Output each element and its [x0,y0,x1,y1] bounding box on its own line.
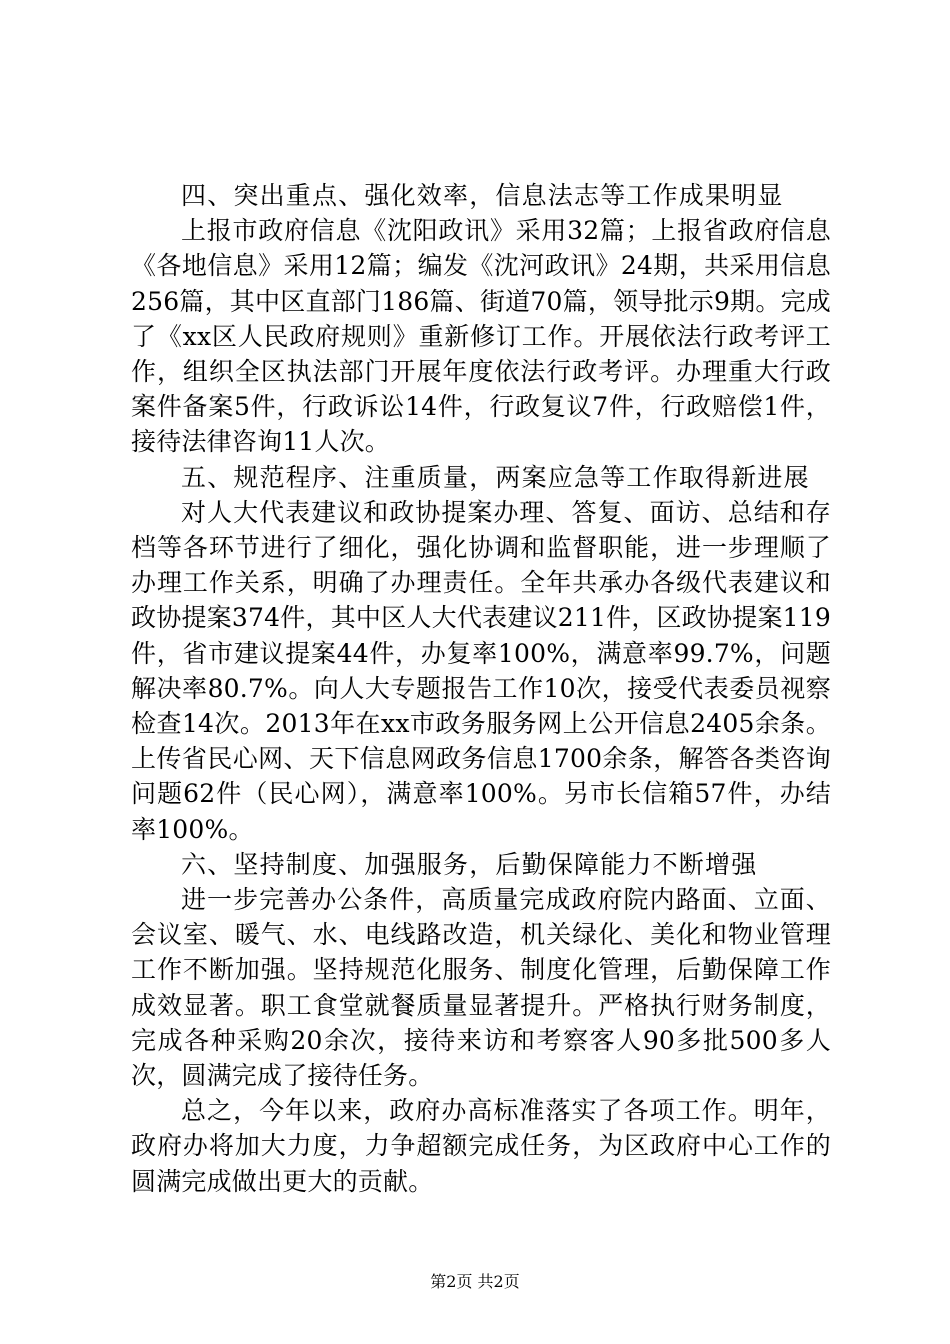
section-6-paragraph: 进一步完善办公条件，高质量完成政府院内路面、立面、会议室、暖气、水、电线路改造，机关绿化、美化和物业管理工作不断加强。坚持规范化服务、制度化管理，后勤保障工作成效显著。职工食堂就餐质量显著提升。严格执行财务制度，完成各种采购20余次，接待来访和考察客人90多批500多人次，圆满完成了接待任务。 [131,885,831,1091]
page-footer: 第2页 共2页 [430,1272,520,1291]
section-heading-6: 六、坚持制度、加强服务，后勤保障能力不断增强 [181,849,758,879]
document-body [131,178,831,1199]
section-5-paragraph: 对人大代表建议和政协提案办理、答复、面访、总结和存档等各环节进行了细化，强化协调和监督职能，进一步理顺了办理工作关系，明确了办理责任。全年共承办各级代表建议和政协提案374件，其中区人大代表建议211件，区政协提案119件，省市建议提案44件，办复率100%，满意率99.7%，问题解决率80.7%。向人大专题报告工作10次，接受代表委员视察检查14次。2013年在xx市政务服务网上公开信息2405余条。上传省民心网、天下信息网政务信息1700余条，解答各类咨询问题62件（民心网），满意率100%。另市长信箱57件，办结率100%。 [131,497,831,844]
section-4-paragraph: 上报市政府信息《沈阳政讯》采用32篇；上报省政府信息《各地信息》采用12篇；编发《沈河政讯》24期，共采用信息256篇，其中区直部门186篇、街道70篇，领导批示9期。完成了《xx区人民政府规则》重新修订工作。开展依法行政考评工作，组织全区执法部门开展年度依法行政考评。办理重大行政案件备案5件，行政诉讼14件，行政复议7件，行政赔偿1件，接待法律咨询11人次。 [131,216,831,457]
section-heading-5: 五、规范程序、注重质量，两案应急等工作取得新进展 [181,462,810,492]
conclusion-paragraph: 总之，今年以来，政府办高标准落实了各项工作。明年，政府办将加大力度，力争超额完成任务，为区政府中心工作的圆满完成做出更大的贡献。 [131,1096,831,1196]
section-heading-4: 四、突出重点、强化效率，信息法志等工作成果明显 [181,181,784,210]
